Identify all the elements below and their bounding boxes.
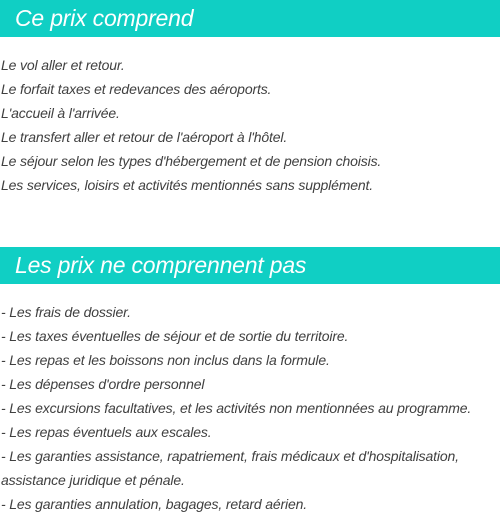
excluded-item: - Les garanties assistance, rapatriement, frais médicaux et d'hospitalisation, assistance juridique et pénale.	[1, 448, 459, 488]
included-item: L'accueil à l'arrivée.	[1, 105, 120, 121]
excluded-section-title: Les prix ne comprennent pas	[15, 252, 307, 278]
included-item: Les services, loisirs et activités mentionnés sans supplément.	[1, 177, 373, 193]
included-item: Le transfert aller et retour de l'aéroport à l'hôtel.	[1, 129, 288, 145]
excluded-item: - Les frais de dossier.	[1, 304, 131, 320]
excluded-section-banner	[0, 247, 500, 284]
included-item: Le forfait taxes et redevances des aéroports.	[1, 81, 272, 97]
included-section-title: Ce prix comprend	[15, 5, 194, 31]
excluded-items-list	[1, 300, 499, 516]
excluded-item: - Les excursions facultatives, et les activités non mentionnées au programme.	[1, 400, 472, 416]
included-item: Le séjour selon les types d'hébergement et de pension choisis.	[1, 153, 382, 169]
included-section-banner	[0, 0, 500, 37]
included-items-list	[1, 53, 499, 197]
excluded-item: - Les dépenses d'ordre personnel	[1, 376, 205, 392]
included-item: Le vol aller et retour.	[1, 57, 125, 73]
excluded-item: - Les garanties annulation, bagages, retard aérien.	[1, 496, 308, 512]
excluded-item: - Les repas éventuels aux escales.	[1, 424, 212, 440]
excluded-item: - Les repas et les boissons non inclus dans la formule.	[1, 352, 330, 368]
excluded-item: - Les taxes éventuelles de séjour et de sortie du territoire.	[1, 328, 349, 344]
